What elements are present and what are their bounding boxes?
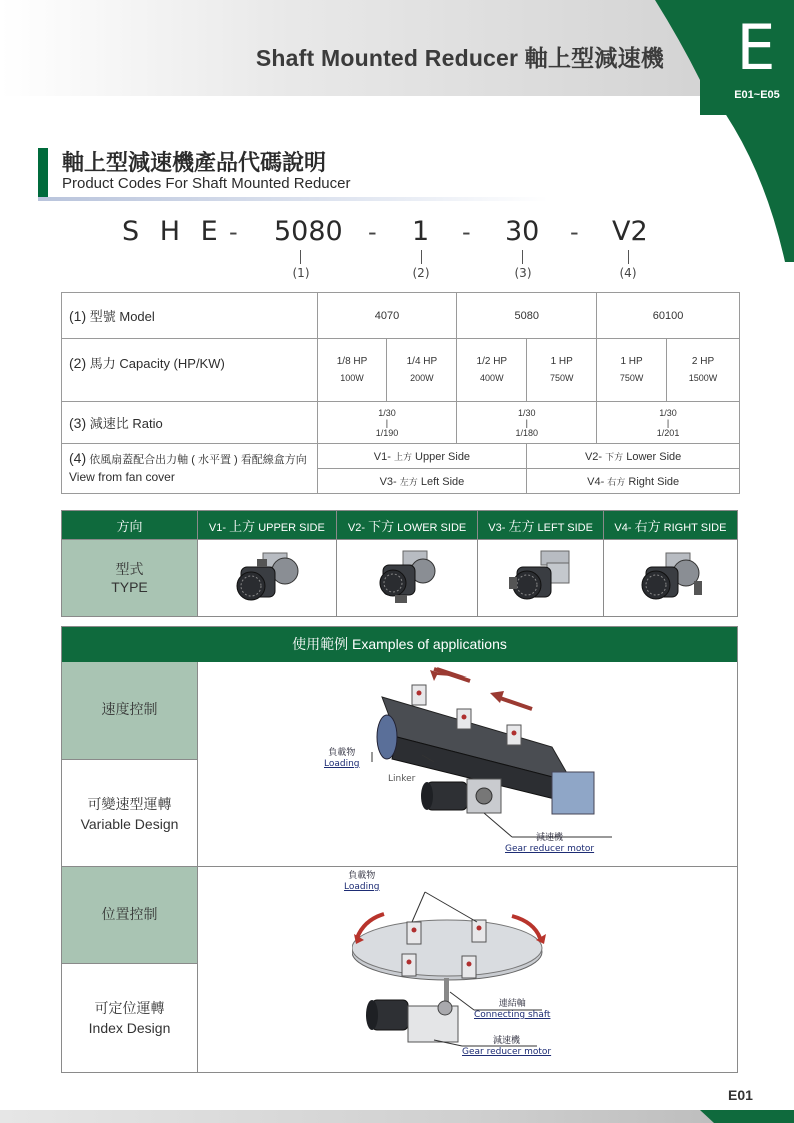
motor-v1-icon (227, 541, 307, 611)
direction-col-v4: V4- 右方 RIGHT SIDE (603, 511, 737, 540)
spec-model-value: 60100 (597, 293, 740, 339)
spec-capacity-value: 1/2 HP 400W (457, 339, 527, 402)
code-prefix: S H E (122, 216, 224, 247)
code-index: (2) (412, 266, 430, 280)
spec-capacity-value: 2 HP 1500W (667, 339, 740, 402)
spec-ratio-value: 1/30 | 1/190 (317, 402, 457, 444)
code-separator: - (368, 218, 377, 246)
code-model: 5080 (274, 216, 343, 247)
direction-type-row (62, 540, 738, 617)
motor-image-v3 (478, 540, 603, 617)
direction-col-v2: V2- 下方 LOWER SIDE (336, 511, 478, 540)
spec-label-capacity: (2) 馬力 Capacity (HP/KW) (62, 339, 318, 402)
direction-col-v3: V3- 左方 LEFT SIDE (478, 511, 603, 540)
section-underline (38, 197, 548, 201)
section-accent-bar (38, 148, 48, 200)
spec-row-direction (62, 444, 740, 469)
spec-model-value: 4070 (317, 293, 457, 339)
footer-band (0, 1110, 794, 1123)
index-design-label: 可定位運轉 Index Design (62, 964, 198, 1072)
motor-image-v2 (336, 540, 478, 617)
code-capacity: 1 (412, 216, 430, 247)
direction-table (61, 510, 738, 617)
type-label: 型式 TYPE (62, 540, 198, 617)
code-ratio: 30 (505, 216, 540, 247)
footer-green-accent (700, 1110, 794, 1123)
motor-v3-icon (501, 541, 581, 611)
motor-v2-icon (367, 541, 447, 611)
code-index: (4) (619, 266, 637, 280)
applications-panel (61, 626, 738, 1073)
spec-direction-v1: V1- 上方 Upper Side (317, 444, 527, 469)
code-index: (1) (292, 266, 310, 280)
spec-ratio-value: 1/30 | 1/201 (597, 402, 740, 444)
code-tick (522, 250, 523, 264)
spec-direction-v2: V2- 下方 Lower Side (527, 444, 740, 469)
spec-label-model: (1) 型號 Model (62, 293, 318, 339)
page-number: E01 (728, 1087, 753, 1103)
code-separator: - (570, 218, 579, 246)
variable-design-label: 可變速型運轉 Variable Design (62, 760, 198, 866)
code-index: (3) (514, 266, 532, 280)
linker-label: Linker (388, 774, 416, 784)
rotary-table-illustration (352, 882, 572, 1062)
code-direction: V2 (612, 216, 648, 247)
spec-label-direction: (4) 依風扇蓋配合出力軸 ( 水平置 ) 看配線盒方向 View from fan cover (62, 444, 318, 494)
spec-label-ratio: (3) 減速比 Ratio (62, 402, 318, 444)
reducer-label-rotary: 減速機 Gear reducer motor (462, 1036, 552, 1057)
spec-direction-v3: V3- 左方 Left Side (317, 469, 527, 494)
code-tick (300, 250, 301, 264)
spec-direction-v4: V4- 右方 Right Side (527, 469, 740, 494)
code-separator: - (229, 218, 238, 246)
spec-capacity-value: 1 HP 750W (527, 339, 597, 402)
spec-row-ratio (62, 402, 740, 444)
spec-row-capacity (62, 339, 740, 402)
direction-header: 方向 (62, 511, 198, 540)
spec-ratio-value: 1/30 | 1/180 (457, 402, 597, 444)
code-tick (628, 250, 629, 264)
motor-image-v1 (198, 540, 337, 617)
load-label-rotary: 負載物 Loading (344, 871, 380, 892)
spec-model-value: 5080 (457, 293, 597, 339)
code-separator: - (462, 218, 471, 246)
conveyor-illustration (222, 667, 702, 862)
load-label: 負載物 Loading (324, 748, 360, 769)
position-control-label: 位置控制 (62, 867, 198, 963)
spec-capacity-value: 1 HP 750W (597, 339, 667, 402)
code-tick (421, 250, 422, 264)
motor-v4-icon (630, 541, 710, 611)
spec-capacity-value: 1/8 HP 100W (317, 339, 387, 402)
section-title-en: Product Codes For Shaft Mounted Reducer (62, 175, 351, 192)
spec-row-model (62, 293, 740, 339)
section-range: E01~E05 (734, 89, 780, 101)
shaft-label: 連結軸 Connecting shaft (474, 999, 551, 1020)
header-title: Shaft Mounted Reducer 軸上型減速機 (255, 45, 664, 71)
speed-control-label: 速度控制 (62, 662, 198, 759)
spec-table (61, 292, 740, 494)
direction-header-row (62, 511, 738, 540)
direction-col-v1: V1- 上方 UPPER SIDE (198, 511, 337, 540)
section-title-zh: 軸上型減速機產品代碼說明 (62, 151, 327, 176)
reducer-label: 減速機 Gear reducer motor (505, 833, 595, 854)
motor-image-v4 (603, 540, 737, 617)
section-letter: E (736, 11, 776, 84)
applications-header: 使用範例 Examples of applications (62, 627, 737, 662)
spec-capacity-value: 1/4 HP 200W (387, 339, 457, 402)
